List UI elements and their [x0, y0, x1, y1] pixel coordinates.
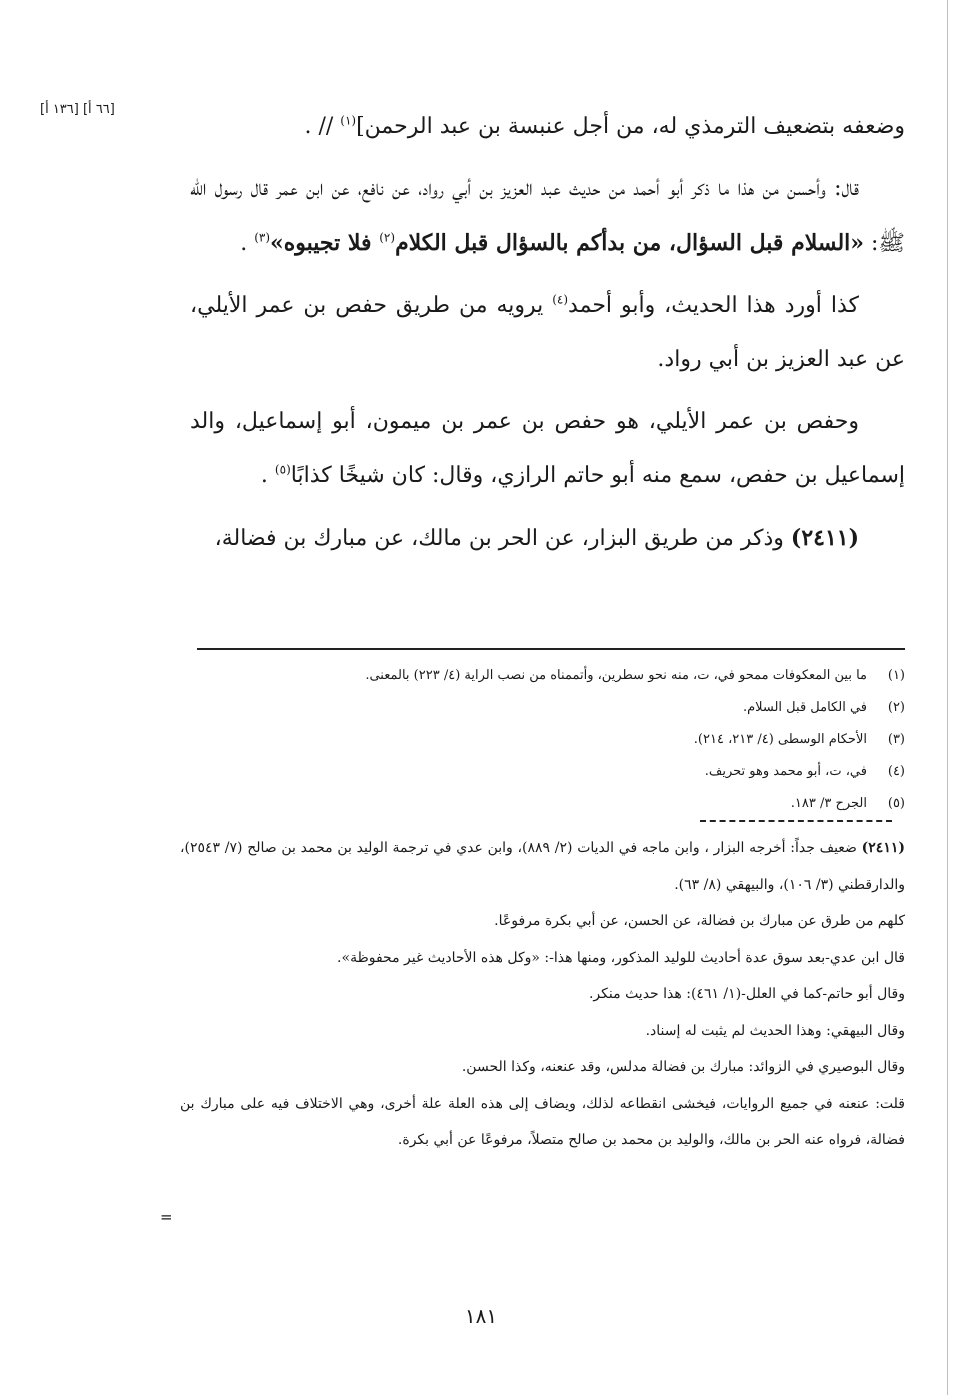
- commentary-line-6: وقال البوصيري في الزوائد: مبارك بن فضالة مدلس، وقد عنعنه، وكذا الحسن.: [461, 1059, 905, 1075]
- footnote-ref-2[interactable]: (٢): [379, 230, 396, 245]
- paragraph-3: [190, 279, 905, 387]
- continuation-mark: =: [160, 1208, 173, 1226]
- page-edge-rule: [947, 0, 948, 1395]
- commentary-line-7: قلت: عنعنه في جميع الروايات، فيخشى انقطاعه لذلك، ويضاف إلى هذه العلة علة أخرى، وهي الاختلاف فيه على مبارك بن فضالة، فرواه عنه الحر بن مالك، والوليد بن محمد بن صالح متصلاً، مرفوعًا عن أبي بكرة.: [180, 1095, 905, 1148]
- paragraph-1-end: // .: [304, 114, 341, 139]
- paragraph-5-text: وذكر من طريق البزار، عن الحر بن مالك، عن مبارك بن فضالة،: [214, 526, 791, 551]
- footnote-number: (٤): [887, 764, 905, 779]
- footnote-text: ما بين المعكوفات ممحو في، ت، منه نحو سطرين، وأتممناه من نصب الراية (٤/ ٢٢٣) بالمعنى.: [365, 668, 867, 683]
- paragraph-2-text: قال: وأحسن من هذا ما ذكر أبو أحمد من حديث عبد العزيز بن أبي رواد، عن نافع، عن ابن عمر قال رسول الله ﷺ:: [190, 176, 905, 256]
- commentary-separator: [700, 820, 892, 822]
- footnote-ref-4[interactable]: (٤): [552, 292, 569, 307]
- commentary-line-4: وقال أبو حاتم-كما في العلل-(١/ ٤٦١): هذا حديث منكر.: [588, 986, 905, 1002]
- footnote-ref-3[interactable]: (٣): [254, 230, 271, 245]
- paragraph-4-end: .: [260, 463, 275, 488]
- paragraph-2-end: .: [240, 231, 255, 256]
- paragraph-3-text: كذا أورد هذا الحديث، وأبو أحمد: [568, 293, 859, 318]
- footnotes: [190, 660, 905, 820]
- commentary-line-3: قال ابن عدي-بعد سوق عدة أحاديث للوليد المذكور، ومنها هذا-: «وكل هذه الأحاديث غير محفوظة».: [337, 949, 905, 966]
- paragraph-1: [190, 100, 905, 154]
- footnote-text: في، ت، أبو محمد وهو تحريف.: [704, 764, 867, 779]
- footnote-number: (٢): [887, 700, 905, 715]
- paragraph-2: [190, 162, 905, 271]
- hadith-quote-end: فلا تجيبوه»: [270, 230, 380, 256]
- paragraph-4-text: وحفص بن عمر الأيلي، هو حفص بن عمر بن ميمون، أبو إسماعيل، والد إسماعيل بن حفص، سمع منه أبو حاتم الرازي، وقال: كان شيخًا كذابًا: [190, 409, 905, 488]
- footnote-1: [190, 660, 905, 692]
- hadith-quote: «السلام قبل السؤال، من بدأكم بالسؤال قبل الكلام: [395, 230, 865, 256]
- manuscript-folio-reference: [٦٦ أ] [١٣٦ أ]: [40, 102, 115, 117]
- footnote-ref-5[interactable]: (٥): [274, 462, 291, 477]
- footnote-text: الأحكام الوسطى (٤/ ٢١٣، ٢١٤).: [693, 732, 867, 747]
- footnote-text: الجرح ٣/ ١٨٣.: [790, 796, 867, 811]
- footnote-2: [190, 692, 905, 724]
- paragraph-1-text: وضعفه بتضعيف الترمذي له، من أجل عنبسة بن عبد الرحمن]: [356, 114, 905, 139]
- paragraph-5: [190, 511, 905, 566]
- commentary-line-2: كلهم من طرق عن مبارك بن فضالة، عن الحسن، عن أبي بكرة مرفوعًا.: [494, 913, 905, 929]
- footnote-5: [190, 788, 905, 820]
- takhrij-commentary: [180, 830, 905, 1159]
- footnote-number: (٥): [887, 796, 905, 811]
- paragraph-3-end: يرويه من طريق حفص بن عمر الأيلي، عن عبد العزيز بن أبي رواد.: [190, 293, 905, 372]
- main-text: [190, 100, 905, 574]
- hadith-number: (٢٤١١): [790, 525, 859, 551]
- page-number: ١٨١: [464, 1304, 498, 1328]
- footnote-ref-1[interactable]: (١): [340, 113, 357, 128]
- commentary-line-1: [180, 830, 905, 903]
- footnote-text: في الكامل قبل السلام.: [742, 700, 867, 715]
- footnote-3: [190, 724, 905, 756]
- footnote-separator: [197, 648, 905, 650]
- paragraph-4: [190, 395, 905, 503]
- commentary-hadith-number: (٢٤١١): [861, 840, 905, 856]
- commentary-text: ضعيف جداً: أخرجه البزار ، وابن ماجه في الديات (٢/ ٨٨٩)، وابن عدي في ترجمة الوليد بن محمد بن صالح (٧/ ٢٥٤٣)، والدارقطني (٣/ ١٠٦)، والبيهقي (٨/ ٦٣).: [180, 840, 905, 893]
- footnote-4: [190, 756, 905, 788]
- footnote-number: (٣): [887, 732, 905, 747]
- footnote-number: (١): [887, 668, 905, 683]
- commentary-line-5: وقال البيهقي: وهذا الحديث لم يثبت له إسناد.: [645, 1022, 905, 1039]
